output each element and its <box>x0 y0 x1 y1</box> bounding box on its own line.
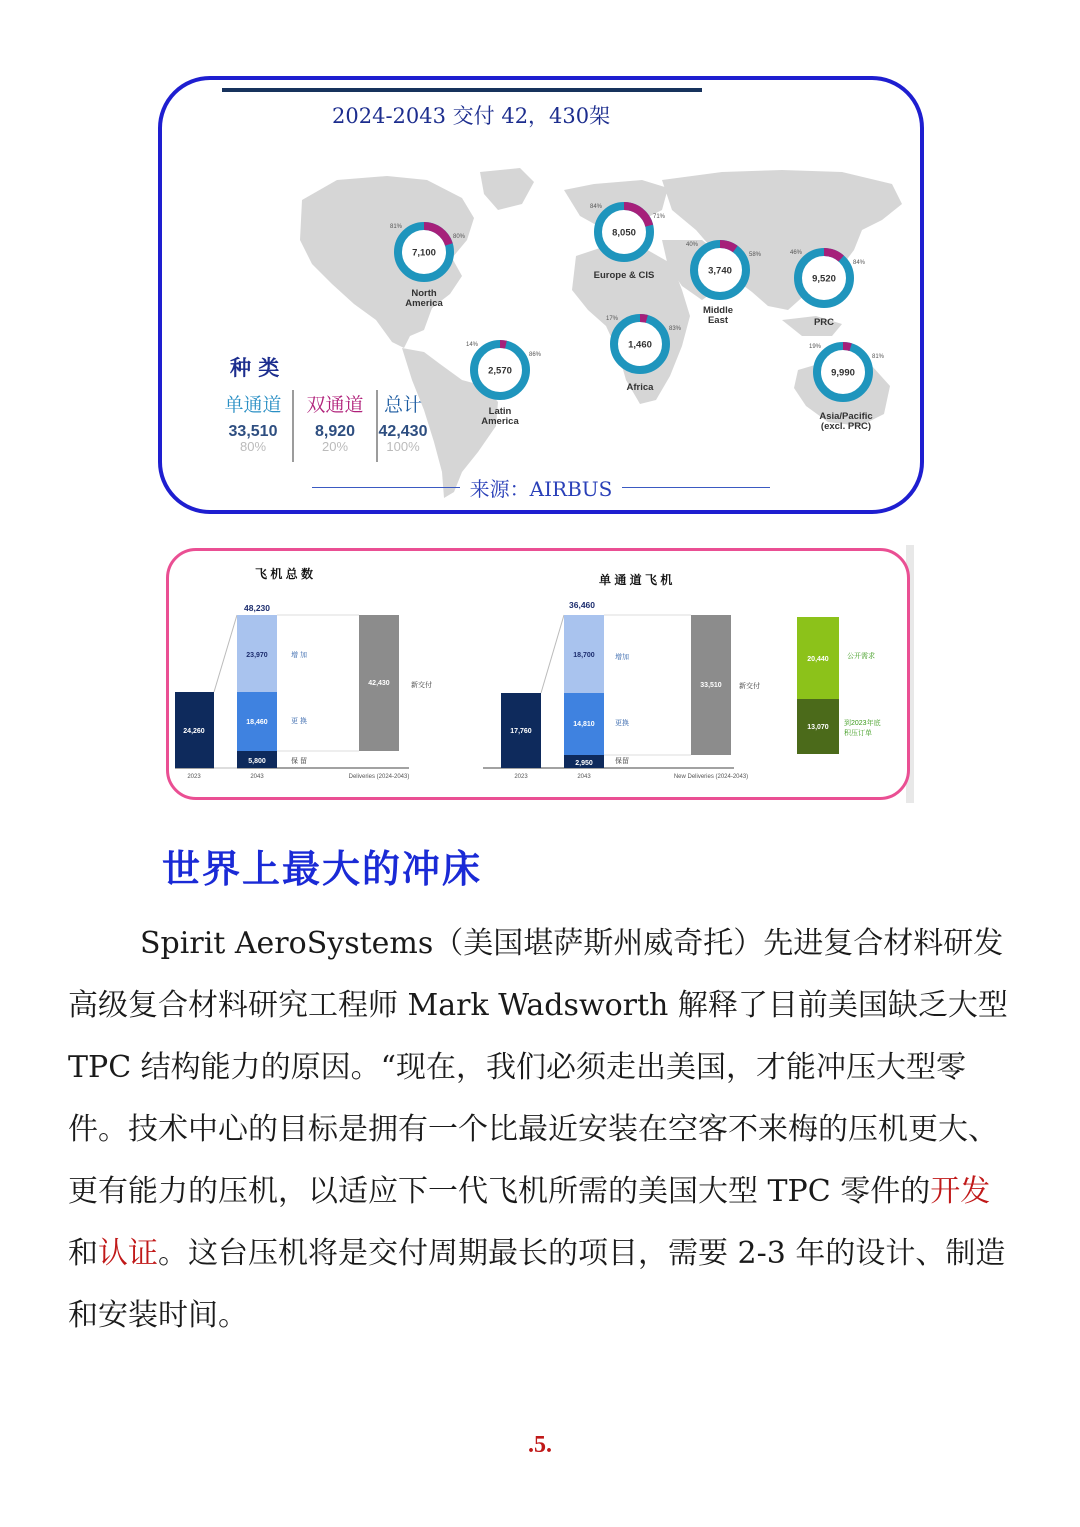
left-2043-total: 48,230 <box>244 603 270 613</box>
paragraph-text: Spirit AeroSystems（美国堪萨斯州威奇托）先进复合材料研发高级复合材料研究工程师 Mark Wadsworth 解释了目前美国缺乏大型 TPC 结构能力的原因。“现在，我们必须走出美国，才能冲压大型零件。技术中心的目标是拥有一个比最近安装在空客不来梅的压机更大、更有能力的压机，以适应下一代飞机所需的美国大型 TPC 零件的 <box>68 926 1008 1209</box>
page-number: .5. <box>528 1432 552 1458</box>
backlog-label: 积压订单 <box>844 730 872 737</box>
backlog-value: 13,070 <box>807 724 829 731</box>
left-replacement-value: 18,460 <box>246 719 268 726</box>
donut-value: 2,570 <box>488 365 512 377</box>
left-connector <box>214 615 237 692</box>
donut-pct-label: 17% <box>606 316 619 322</box>
right-x-label: 2043 <box>577 774 591 780</box>
region-name: Middle <box>702 305 734 316</box>
region-name: North <box>411 288 437 299</box>
twin-aisle-column <box>296 390 374 453</box>
donut-pct-label: 80% <box>453 234 466 240</box>
region-name: PRC <box>813 317 835 328</box>
left-x-label: 2043 <box>250 774 264 780</box>
donut-pct-label: 19% <box>809 344 822 350</box>
types-divider <box>292 390 294 462</box>
region-name: Europe & CIS <box>593 270 655 281</box>
right-2023-value: 17,760 <box>510 728 532 735</box>
total-value: 42,430 <box>378 423 428 440</box>
map-title: 2024-2043 交付 42，430架 <box>332 104 611 128</box>
right-deliveries-value: 33,510 <box>700 682 722 689</box>
highlight-development: 开发 <box>930 1174 991 1209</box>
paragraph-text: 和 <box>68 1236 98 1271</box>
left-chart-title: 飞 机 总 数 <box>255 567 314 581</box>
donut-value: 1,460 <box>628 339 652 351</box>
source-rule-right <box>622 487 770 488</box>
donut-pct-label: 40% <box>686 242 699 248</box>
highlight-certification: 认证 <box>98 1236 158 1271</box>
donut-pct-label: 71% <box>653 214 666 220</box>
fleet-bar-panel <box>166 548 910 800</box>
paragraph-text: 。这台压机将是交付周期最长的项目，需要 2-3 年的设计、制造和安装时间。 <box>68 1236 1006 1333</box>
open-demand-value: 20,440 <box>807 656 829 663</box>
single-aisle-pct: 80% <box>239 439 267 454</box>
donut-value: 7,100 <box>412 247 436 259</box>
twin-aisle-value: 8,920 <box>314 423 356 440</box>
donut-value: 9,520 <box>812 273 836 285</box>
left-growth-label: 增 加 <box>291 652 307 659</box>
open-demand-label: 公开需求 <box>847 653 875 660</box>
source-text: 来源：AIRBUS <box>469 477 613 501</box>
donut-pct-label: 58% <box>749 252 762 258</box>
section-heading: 世界上最大的冲床 <box>162 846 483 891</box>
region-name: America <box>481 416 519 427</box>
region-name: Latin <box>488 406 512 417</box>
single-aisle-value: 33,510 <box>228 423 278 440</box>
right-replacement-value: 14,810 <box>573 721 595 728</box>
donut-pct-label: 81% <box>390 224 403 230</box>
body-paragraph <box>68 913 1008 1347</box>
right-x-label: 2023 <box>514 774 528 780</box>
right-2043-total: 36,460 <box>569 600 595 610</box>
left-growth-value: 23,970 <box>246 652 268 659</box>
region-donut <box>590 204 666 281</box>
left-deliveries-label: 新交付 <box>411 682 432 689</box>
types-title: 种 类 <box>230 356 280 380</box>
right-growth-label: 增加 <box>615 654 629 661</box>
right-replacement-label: 更换 <box>615 720 629 727</box>
fleet-bar-charts <box>169 551 907 797</box>
donut-pct-label: 14% <box>466 342 479 348</box>
total-pct: 100% <box>386 439 420 454</box>
right-chart-title: 单 通 道 飞 机 <box>599 573 673 587</box>
right-x-label: New Deliveries (2024-2043) <box>673 774 749 780</box>
region-donut <box>790 250 866 328</box>
right-connector <box>541 615 564 693</box>
single-aisle-label: 单通道 <box>224 394 282 416</box>
region-name: America <box>405 298 443 309</box>
left-deliveries-value: 42,430 <box>368 680 390 687</box>
donut-pct-label: 86% <box>529 352 542 358</box>
right-retained-label: 保留 <box>615 758 629 765</box>
single-aisle-column <box>214 390 292 453</box>
source-rule-left <box>312 487 460 488</box>
left-x-label: Deliveries (2024-2043) <box>348 774 410 780</box>
right-deliveries-label: 新交付 <box>739 683 760 690</box>
donut-value: 8,050 <box>612 227 636 239</box>
total-label: 总计 <box>383 394 422 416</box>
left-x-label: 2023 <box>187 774 201 780</box>
region-name: East <box>707 315 729 326</box>
donut-value: 9,990 <box>831 367 855 379</box>
donut-value: 3,740 <box>708 265 732 277</box>
right-retained-value: 2,950 <box>575 760 593 767</box>
region-name: Asia/Pacific <box>819 411 873 422</box>
twin-aisle-label: 双通道 <box>306 394 364 416</box>
airbus-forecast-map-panel <box>158 76 924 514</box>
left-replacement-label: 更 换 <box>291 718 307 725</box>
donut-pct-label: 84% <box>853 260 866 266</box>
donut-pct-label: 46% <box>790 250 803 256</box>
region-name: Africa <box>626 382 654 393</box>
backlog-label: 到2023年底 <box>844 720 881 727</box>
map-source <box>162 473 920 502</box>
donut-pct-label: 84% <box>590 204 603 210</box>
total-column <box>364 390 442 453</box>
region-name: (excl. PRC) <box>820 421 872 432</box>
right-growth-value: 18,700 <box>573 652 595 659</box>
donut-pct-label: 83% <box>669 326 682 332</box>
twin-aisle-pct: 20% <box>321 439 349 454</box>
left-retained-value: 5,800 <box>248 758 266 765</box>
donut-pct-label: 81% <box>872 354 885 360</box>
left-retained-label: 保 留 <box>291 758 307 765</box>
left-2023-value: 24,260 <box>183 728 205 735</box>
